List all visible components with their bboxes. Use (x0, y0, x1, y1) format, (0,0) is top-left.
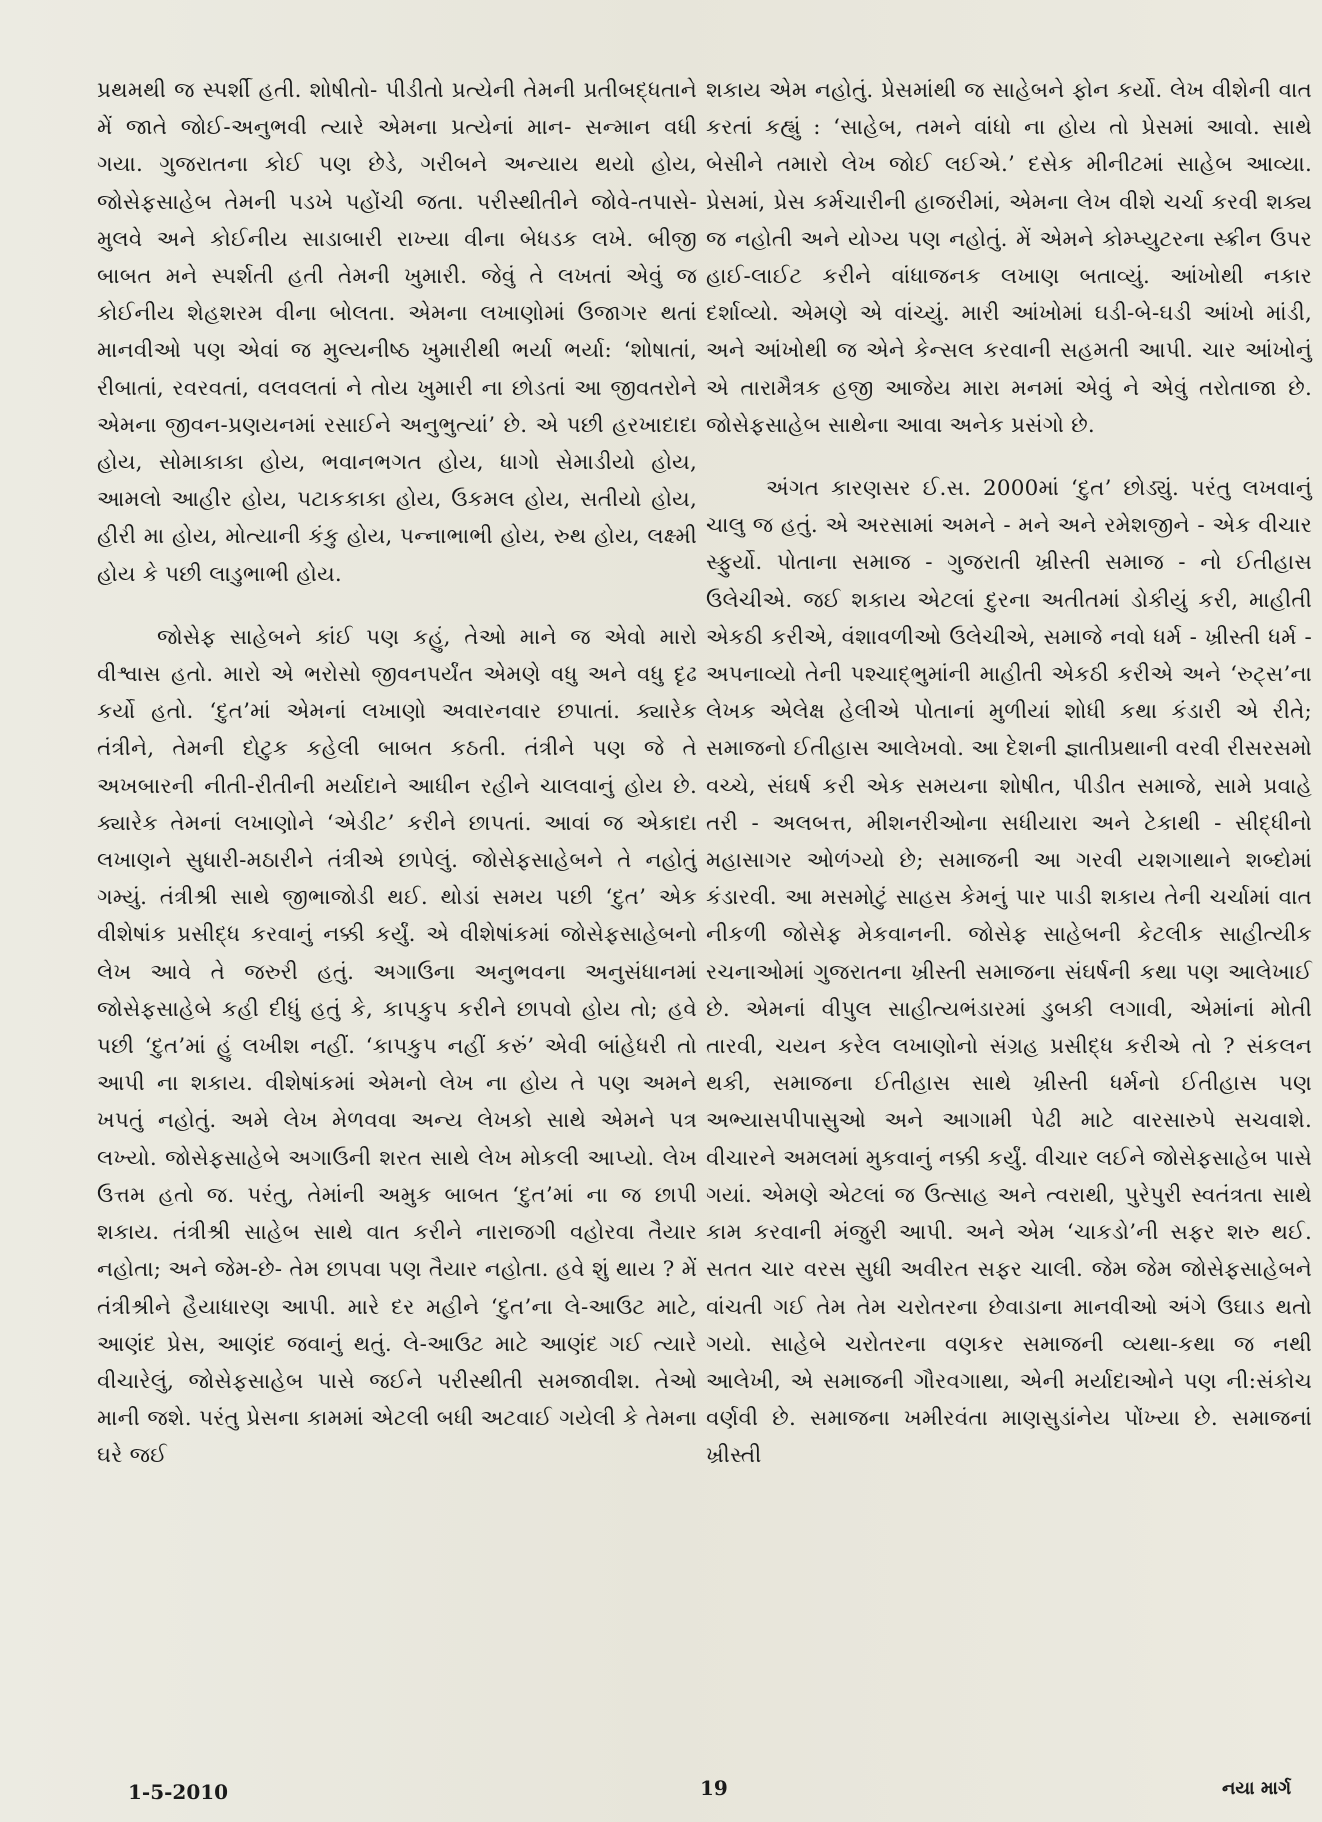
page-footer (0, 1776, 1322, 1812)
left-column (97, 72, 697, 1475)
right-paragraph-2: અંગત કારણસર ઈ.સ. 2000માં ‘દુત’ છોડ્યું. પરંતુ લખવાનું ચાલુ જ હતું. એ અરસામાં અમને - મને અને રમેશજીને - એક વીચાર સ્ફુર્યો. પોતાના સમાજ - ગુજરાતી ખ્રીસ્તી સમાજ - નો ઈતીહાસ ઉલેચીએ. જઈ શકાય એટલાં દુરના અતીતમાં ડોકીયું કરી, માહીતી એકઠી કરીએ, વંશાવળીઓ ઉલેચીએ, સમાજે નવો ધર્મ - ખ્રીસ્તી ધર્મ - અપનાવ્યો તેની પશ્ચાદ્ભુમાંની માહીતી એકઠી કરીએ અને ‘રુટ્સ’ના લેખક એલેક્ષ હેલીએ પોતાનાં મુળીયાં શોધી કથા કંડારી એ રીતે; સમાજનો ઈતીહાસ આલેખવો. આ દેશની જ્ઞાતીપ્રથાની વરવી રીસરસમો વચ્ચે, સંઘર્ષ કરી એક સમયના શોષીત, પીડીત સમાજે, સામે પ્રવાહે તરી - અલબત્ત, મીશનરીઓના સધીયારા અને ટેકાથી - સીદ્ધીનો મહાસાગર ઓળંગ્યો છે; સમાજની આ ગરવી યશગાથાને શબ્દોમાં કંડારવી. આ મસમોટું સાહસ કેમનું પાર પાડી શકાય તેની ચર્ચામાં વાત નીકળી જોસેફ મેકવાનની. જોસેફ સાહેબની કેટલીક સાહીત્યીક રચનાઓમાં ગુજરાતના ખ્રીસ્તી સમાજના સંઘર્ષની કથા પણ આલેખાઈ છે. એમનાં વીપુલ સાહીત્યભંડારમાં ડુબકી લગાવી, એમાંનાં મોતી તારવી, ચયન કરેલ લખાણોનો સંગ્રહ પ્રસીદ્ધ કરીએ તો ? સંકલન થકી, સમાજના ઈતીહાસ સાથે ખ્રીસ્તી ધર્મનો ઈતીહાસ પણ અભ્યાસપીપાસુઓ અને આગામી પેઢી માટે વારસારુપે સચવાશે. વીચારને અમલમાં મુકવાનું નક્કી કર્યું. વીચાર લઈને જોસેફસાહેબ પાસે ગયાં. એમણે એટલાં જ ઉત્સાહ અને ત્વરાથી, પુરેપુરી સ્વતંત્રતા સાથે કામ કરવાની મંજુરી આપી. અને એમ ‘ચાકડો’ની સફર શરુ થઈ. સતત ચાર વરસ સુધી અવીરત સફર ચાલી. જેમ જેમ જોસેફસાહેબને વાંચતી ગઈ તેમ તેમ ચરોતરના છેવાડાના માનવીઓ અંગે ઉઘાડ થતો ગયો. સાહેબે ચરોતરના વણકર સમાજની વ્યથા-કથા જ નથી આલેખી, એ સમાજની ગૌરવગાથા, એની મર્યાદાઓને પણ ની:સંકોચ વર્ણવી છે. સમાજના ખમીરવંતા માણસુડાંનેય પોંખ્યા છે. સમાજનાં ખ્રીસ્તી (706, 476, 1312, 1469)
left-paragraph-2: જોસેફ સાહેબને કાંઈ પણ કહું, તેઓ માને જ એવો મારો વીશ્વાસ હતો. મારો એ ભરોસો જીવનપર્યંત એમણે વધુ અને વધુ દૃઢ કર્યો હતો. ‘દુત’માં એમનાં લખાણો અવારનવાર છપાતાં. ક્યારેક તંત્રીને, તેમની દોટુક કહેલી બાબત કઠતી. તંત્રીને પણ જે તે અખબારની નીતી-રીતીની મર્યાદાને આધીન રહીને ચાલવાનું હોય છે. ક્યારેક તેમનાં લખાણોને ‘એડીટ’ કરીને છાપતાં. આવાં જ એકાદા લખાણને સુધારી-મઠારીને તંત્રીએ છાપેલું. જોસેફસાહેબને તે નહોતું ગમ્યું. તંત્રીશ્રી સાથે જીભાજોડી થઈ. થોડાં સમય પછી ‘દુત’ એક વીશેષાંક પ્રસીદ્ધ કરવાનું નક્કી કર્યું. એ વીશેષાંકમાં જોસેફસાહેબનો લેખ આવે તે જરુરી હતું. અગાઉના અનુભવના અનુસંધાનમાં જોસેફસાહેબે કહી દીધું હતું કે, કાપકુપ કરીને છાપવો હોય તો; હવે પછી ‘દુત’માં હું લખીશ નહીં. ‘કાપકુપ નહીં કરું’ એવી બાંહેધરી તો આપી ના શકાય. વીશેષાંકમાં એમનો લેખ ના હોય તે પણ અમને ખપતું નહોતું. અમે લેખ મેળવવા અન્ય લેખકો સાથે એમને પત્ર લખ્યો. જોસેફસાહેબે અગાઉની શરત સાથે લેખ મોકલી આપ્યો. લેખ ઉત્તમ હતો જ. પરંતુ, તેમાંની અમુક બાબત ‘દુત’માં ના જ છાપી શકાય. તંત્રીશ્રી સાહેબ સાથે વાત કરીને નારાજગી વહોરવા તૈયાર નહોતા; અને જેમ-છે- તેમ છાપવા પણ તૈયાર નહોતા. હવે શું થાય ? મેં તંત્રીશ્રીને હૈયાધારણ આપી. મારે દર મહીને ‘દુત’ના લે-આઉટ માટે, આણંદ પ્રેસ, આણંદ જવાનું થતું. લે-આઉટ માટે આણંદ ગઈ ત્યારે વીચારેલું, જોસેફસાહેબ પાસે જઈને પરીસ્થીતી સમજાવીશ. તેઓ માની જશે. પરંતુ પ્રેસના કામમાં એટલી બધી અટવાઈ ગયેલી કે તેમના ઘરે જઈ (97, 624, 697, 1469)
magazine-name: નયા માર્ગ (1222, 1778, 1292, 1799)
right-paragraph-1: શકાય એમ નહોતું. પ્રેસમાંથી જ સાહેબને ફોન કર્યો. લેખ વીશેની વાત કરતાં કહ્યું : ‘સાહેબ, તમને વાંધો ના હોય તો પ્રેસમાં આવો. સાથે બેસીને તમારો લેખ જોઈ લઈએ.’ દસેક મીનીટમાં સાહેબ આવ્યા. પ્રેસમાં, પ્રેસ કર્મચારીની હાજરીમાં, એમના લેખ વીશે ચર્ચા કરવી શક્ય જ નહોતી અને યોગ્ય પણ નહોતું. મેં એમને કોમ્પ્યુટરના સ્ક્રીન ઉપર હાઈ-લાઈટ કરીને વાંધાજનક લખાણ બતાવ્યું. આંખોથી નકાર દર્શાવ્યો. એમણે એ વાંચ્યું. મારી આંખોમાં ઘડી-બે-ઘડી આંખો માંડી, અને આંખોથી જ એને કેન્સલ કરવાની સહમતી આપી. ચાર આંખોનું એ તારામૈત્રક હજી આજેય મારા મનમાં એવું ને એવું તરોતાજા છે. જોસેફસાહેબ સાથેના આવા અનેક પ્રસંગો છે. (706, 78, 1312, 438)
left-paragraph-1: પ્રથમથી જ સ્પર્શી હતી. શોષીતો- પીડીતો પ્રત્યેની તેમની પ્રતીબદ્ધતાને મેં જાતે જોઈ-અનુભવી ત્યારે એમના પ્રત્યેનાં માન- સન્માન વધી ગયા. ગુજરાતના કોઈ પણ છેડે, ગરીબને અન્યાય થયો હોય, જોસેફસાહેબ તેમની પડખે પહોંચી જતા. પરીસ્થીતીને જોવે-તપાસે-મુલવે અને કોઈનીય સાડાબારી રાખ્યા વીના બેધડક લખે. બીજી બાબત મને સ્પર્શતી હતી તેમની ખુમારી. જેવું તે લખતાં એવું જ કોઈનીય શેહશરમ વીના બોલતા. એમના લખાણોમાં ઉજાગર થતાં માનવીઓ પણ એવાં જ મુલ્યનીષ્ઠ ખુમારીથી ભર્યા ભર્યા: ‘શોષાતાં, રીબાતાં, રવરવતાં, વલવલતાં ને તોય ખુમારી ના છોડતાં આ જીવતરોને એમના જીવન-પ્રણયનમાં રસાઈને અનુભુત્યાં’ છે. એ પછી હરખાદાદા હોય, સોમાકાકા હોય, ભવાનભગત હોય, ધાગો સેમાડીયો હોય, આમલો આહીર હોય, પટાકકાકા હોય, ઉકમલ હોય, સતીયો હોય, હીરી મા હોય, મોત્યાની કંકુ હોય, પન્નાભાભી હોય, રુથ હોય, લક્ષ્મી હોય કે પછી લાડુભાભી હોય. (97, 78, 697, 587)
right-column (706, 72, 1312, 1475)
issue-date: 1-5-2010 (128, 1780, 229, 1804)
page-number: 19 (700, 1776, 728, 1800)
